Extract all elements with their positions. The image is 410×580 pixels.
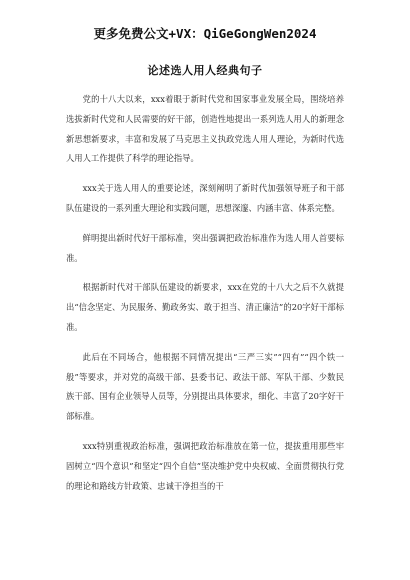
paragraph: 鲜明提出新时代好干部标准，突出强调把政治标准作为选人用人首要标准。 — [66, 232, 344, 263]
document-title: 论述选人用人经典句子 — [147, 64, 263, 77]
paragraph: xxx特别重视政治标准，强调把政治标准放在第一位，提拔重用那些牢固树立“四个意识”和坚定“四个自信”坚决维护党中央权威、全面贯彻执行党的理论和路线方针政策、忠诚干净担当的干 — [66, 440, 344, 491]
paragraph: 党的十八大以来，xxx着眼于新时代党和国家事业发展全局，围绕培养选拔新时代党和人民需要的好干部，创造性地提出一系列选人用人的新理念新思想新要求，丰富和发展了马克思主义执政党选人用人理论，为新时代选人用人工作提供了科学的理论指导。 — [66, 94, 344, 164]
paragraph: xxx关于选人用人的重要论述，深刻阐明了新时代加强领导班子和干部队伍建设的一系列重大理论和实践问题，思想深邃、内涵丰富、体系完整。 — [66, 183, 344, 213]
paragraph: 根据新时代对干部队伍建设的新要求，xxx在党的十八大之后不久就提出“信念坚定、为民服务、勤政务实、敢于担当、清正廉洁”的20字好干部标准。 — [66, 282, 344, 332]
paragraph: 此后在不同场合，他根据不同情况提出“三严三实”“四有”“四个铁一般”等要求，并对党的高级干部、县委书记、政法干部、军队干部、少数民族干部、国有企业领导人员等，分别提出具体要求，细化、丰富了20字好干部标准。 — [66, 351, 344, 422]
document-body — [66, 90, 344, 506]
promo-banner: 更多免费公文+VX：QiGeGongWen2024 — [93, 26, 317, 41]
